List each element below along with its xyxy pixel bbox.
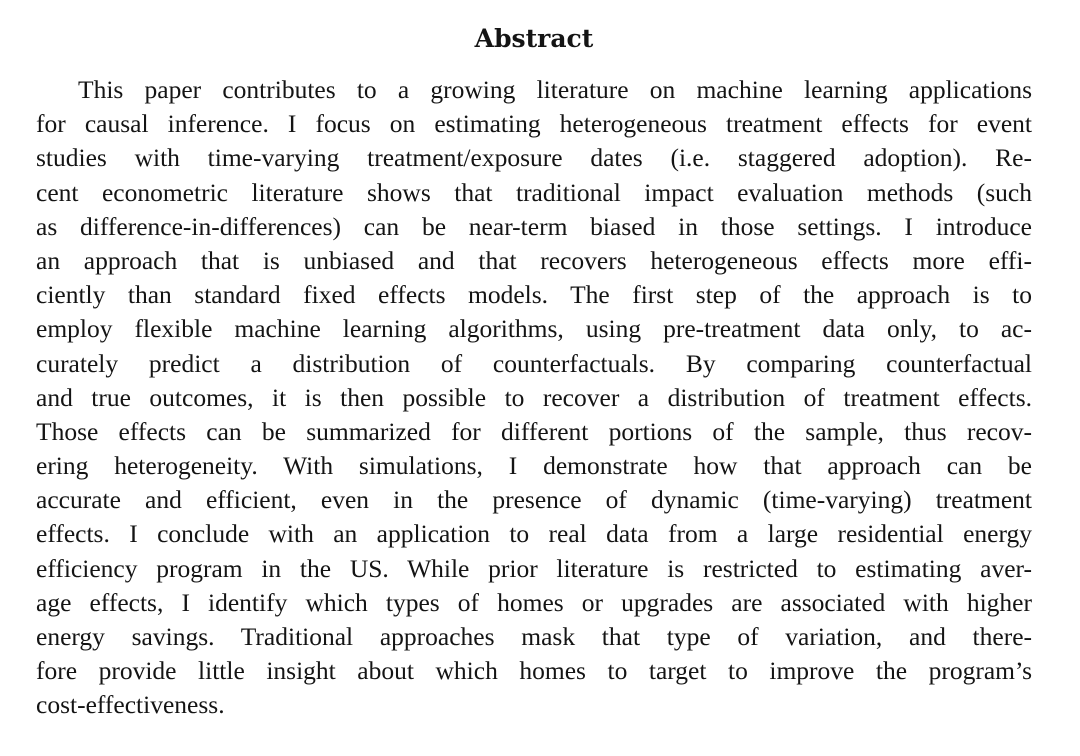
abstract-line: fore provide little insight about which homes to target to improve the program’s [36,656,1032,686]
abstract-line: This paper contributes to a growing literature on machine learning applications [78,75,1032,104]
abstract-line: efficiency program in the US. While prior literature is restricted to estimating aver- [36,553,1032,583]
abstract-line: effects. I conclude with an application to real data from a large residential energy [36,519,1032,549]
abstract-line: Those effects can be summarized for different portions of the sample, thus recov- [36,416,1032,446]
abstract-line: ering heterogeneity. With simulations, I demonstrate how that approach can be [36,451,1032,481]
abstract-line: studies with time-varying treatment/exposure dates (i.e. staggered adoption). Re- [36,143,1032,173]
abstract-line: age effects, I identify which types of homes or upgrades are associated with higher [36,587,1032,617]
abstract-paragraph [36,73,1032,723]
abstract-line: curately predict a distribution of counterfactuals. By comparing counterfactual [36,348,1032,378]
abstract-line: accurate and efficient, even in the presence of dynamic (time-varying) treatment [36,485,1032,515]
abstract-line: ciently than standard fixed effects models. The first step of the approach is to [36,280,1032,310]
abstract-line: for causal inference. I focus on estimating heterogeneous treatment effects for event [36,109,1032,139]
abstract-line: cost-effectiveness. [36,690,225,720]
abstract-line: and true outcomes, it is then possible to recover a distribution of treatment effects. [36,382,1032,412]
abstract-line: cent econometric literature shows that traditional impact evaluation methods (such [36,177,1032,207]
abstract-line: as difference-in-differences) can be near-term biased in those settings. I introduce [36,211,1032,241]
abstract-line: energy savings. Traditional approaches mask that type of variation, and there- [36,622,1032,651]
abstract-line: employ flexible machine learning algorithms, using pre-treatment data only, to ac- [36,314,1032,344]
abstract-line: an approach that is unbiased and that recovers heterogeneous effects more effi- [36,245,1032,275]
abstract-heading: Abstract [474,24,594,53]
